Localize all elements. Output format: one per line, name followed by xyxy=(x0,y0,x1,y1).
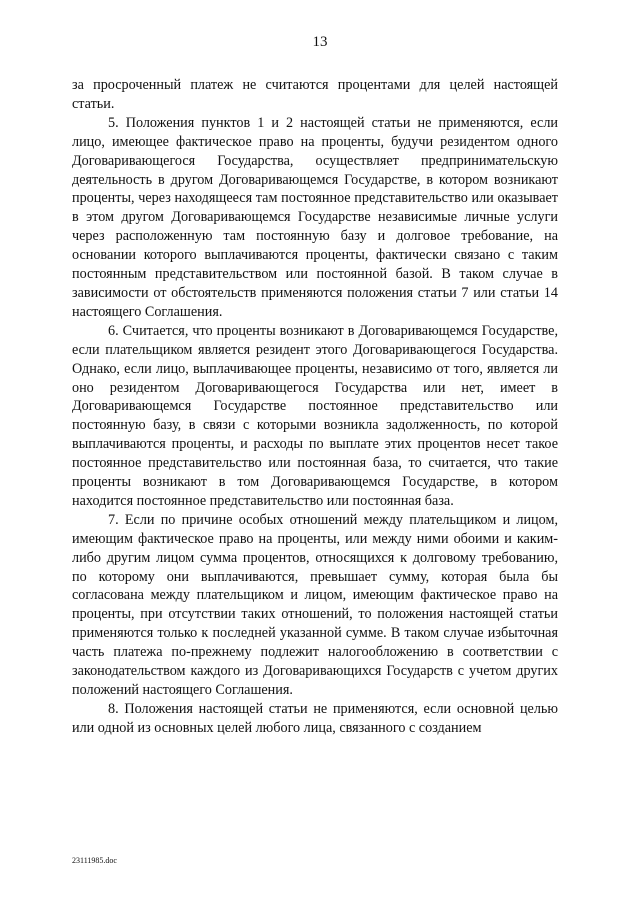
file-name-footer: 23111985.doc xyxy=(72,856,117,865)
paragraph-7: 7. Если по причине особых отношений между плательщиком и лицом, имеющим фактическое право на проценты, или между ними обоими и каким-либо другим лицом сумма процентов, относящихся к долговому требованию, по которому они выплачиваются, превышает сумму, которая была бы согласована между плательщиком и лицом, имеющим фактическое право на проценты, при отсутствии таких отношений, то положения настоящей статьи применяются только к последней указанной сумме. В таком случае избыточная часть платежа по-прежнему подлежит налогообложению в соответствии с законодательством каждого из Договаривающихся Государств с учетом других положений настоящего Соглашения. xyxy=(72,511,558,698)
page-number: 13 xyxy=(312,34,328,50)
paragraph-continuation: за просроченный платеж не считаются процентами для целей настоящей статьи. xyxy=(72,77,558,112)
document-body xyxy=(72,76,558,738)
paragraph-8: 8. Положения настоящей статьи не применяются, если основной целью или одной из основных целей любого лица, связанного с созданием xyxy=(72,700,558,736)
paragraph-5: 5. Положения пунктов 1 и 2 настоящей статьи не применяются, если лицо, имеющее фактическое право на проценты, будучи резидентом одного Договаривающегося Государства, осуществляет предпринимательскую деятельность в другом Договаривающемся Государстве, в котором возникают проценты, через находящееся там постоянное представительство или оказывает в этом другом Договаривающемся Государстве независимые личные услуги через расположенную там постоянную базу и долговое требование, на основании которого выплачиваются проценты, фактически связано с таким постоянным представительством или постоянной базой. В таком случае в зависимости от обстоятельств применяются положения статьи 7 или статьи 14 настоящего Соглашения. xyxy=(72,114,558,320)
paragraph-6: 6. Считается, что проценты возникают в Договаривающемся Государстве, если плательщиком является резидент этого Договаривающегося Государства. Однако, если лицо, выплачивающее проценты, независимо от того, является ли оно резидентом Договаривающегося Государства или нет, имеет в Договаривающемся Государстве постоянное представительство или постоянную базу, в связи с которыми возникла задолженность, по которой выплачиваются проценты, и расходы по выплате этих процентов несет такое постоянное представительство или постоянная база, то считается, что такие проценты возникают в том Договаривающемся Государстве, в котором находится постоянное представительство или постоянная база. xyxy=(72,322,558,509)
